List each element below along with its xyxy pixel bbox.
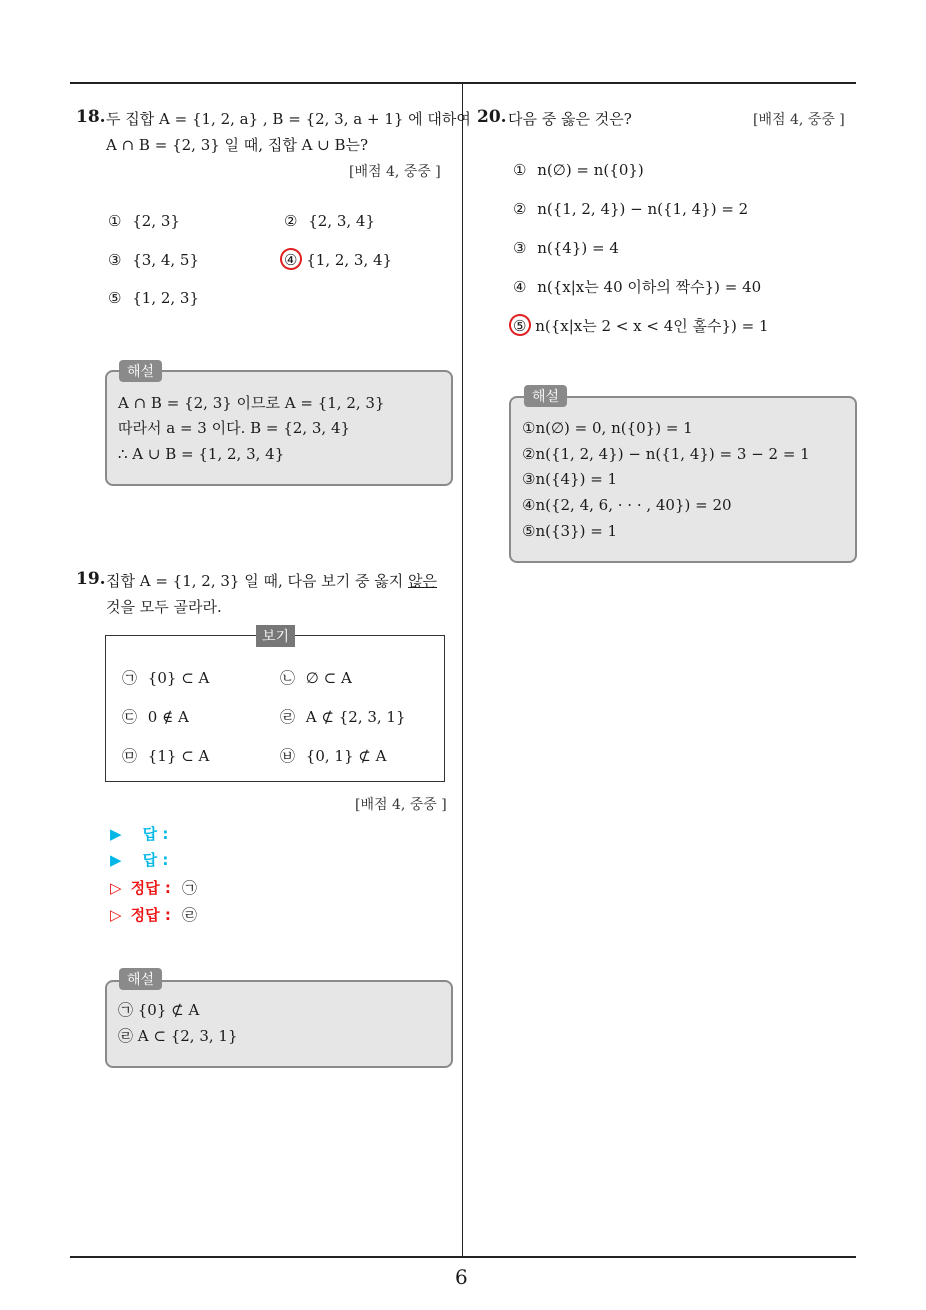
bogi-label: ㉡ <box>280 669 296 687</box>
choice-label: ③ <box>513 239 527 257</box>
q19-answer-row[interactable] <box>110 822 174 847</box>
q19-bogi-tag: 보기 <box>256 625 295 647</box>
choice-text: n({4}) = 4 <box>537 239 619 257</box>
choice-label: ③ <box>108 251 122 269</box>
bogi-text: A ⊄ {2, 3, 1} <box>305 708 406 726</box>
q19-bogi-item <box>280 666 352 691</box>
q18-choice-2[interactable] <box>284 209 375 234</box>
q20-choice-4[interactable] <box>513 275 761 300</box>
q18-choice-1[interactable] <box>108 209 180 234</box>
choice-label: ② <box>284 212 298 230</box>
choice-label: ① <box>108 212 122 230</box>
column-divider <box>462 83 463 1258</box>
q19-bogi-item <box>280 744 386 769</box>
bogi-label: ㉥ <box>280 747 296 765</box>
q18-solution-line2: 따라서 a = 3 이다. B = {2, 3, 4} <box>118 419 351 437</box>
choice-label: ① <box>513 161 527 179</box>
answer-label: 답 : <box>142 851 169 869</box>
choice-label: ⑤ <box>108 289 122 307</box>
q19-bogi-item <box>122 666 209 691</box>
page-number: 6 <box>455 1265 468 1289</box>
q19-stem-line1 <box>106 569 437 594</box>
choice-text: n({1, 2, 4}) − n({1, 4}) = 2 <box>537 200 749 218</box>
q20-choice-3[interactable] <box>513 236 619 261</box>
choice-text: n(∅) = n({0}) <box>537 161 644 179</box>
bogi-text: 0 ∉ A <box>147 708 189 726</box>
q20-score: [배점 4, 중중 ] <box>753 112 845 128</box>
bogi-text: {0, 1} ⊄ A <box>305 747 387 765</box>
q20-solution-line1: ①n(∅) = 0, n({0}) = 1 <box>522 419 693 437</box>
choice-label: ④ <box>284 251 298 269</box>
q19-solution-line2: ㉣ A ⊂ {2, 3, 1} <box>118 1027 238 1045</box>
bogi-text: ∅ ⊂ A <box>305 669 352 687</box>
q18-choice-3[interactable] <box>108 248 199 273</box>
q20-solution-tag: 해설 <box>524 385 567 407</box>
answer-marker-icon: ▶ <box>110 851 122 869</box>
q20-solution-line4: ④n({2, 4, 6, · · · , 40}) = 20 <box>522 496 732 514</box>
bogi-label: ㉤ <box>122 747 138 765</box>
bottom-rule <box>70 1256 856 1258</box>
q18-solution-line1: A ∩ B = {2, 3} 이므로 A = {1, 2, 3} <box>118 394 385 412</box>
q19-solution-line1: ㉠ {0} ⊄ A <box>118 1001 200 1019</box>
q18-stem-line2: A ∩ B = {2, 3} 일 때, 집합 A ∪ B는? <box>106 136 369 154</box>
correct-value: ㉣ <box>181 906 197 924</box>
q19-correct-answer-row <box>110 903 197 928</box>
choice-text: {1, 2, 3, 4} <box>306 251 393 269</box>
q19-correct-answer-row <box>110 876 197 901</box>
choice-label: ⑤ <box>513 317 527 335</box>
q18-solution-tag: 해설 <box>119 360 162 382</box>
q20-stem: 다음 중 옳은 것은? <box>508 110 632 128</box>
correct-label: 정답 : <box>130 879 171 897</box>
q20-solution-line5: ⑤n({3}) = 1 <box>522 522 618 540</box>
bogi-text: {1} ⊂ A <box>147 747 210 765</box>
q19-bogi-item <box>280 705 406 730</box>
correct-marker-icon: ▷ <box>110 879 122 897</box>
choice-text: {3, 4, 5} <box>132 251 200 269</box>
q20-choice-2[interactable] <box>513 197 748 222</box>
bogi-label: ㉢ <box>122 708 138 726</box>
choice-text: {2, 3} <box>132 212 180 230</box>
q20-choice-5[interactable] <box>513 314 769 339</box>
top-rule <box>70 82 856 84</box>
choice-text: {1, 2, 3} <box>132 289 200 307</box>
q18-stem-line1: 두 집합 A = {1, 2, a} , B = {2, 3, a + 1} 에 대하여 <box>106 110 471 128</box>
q20-solution-line3: ③n({4}) = 1 <box>522 470 618 488</box>
q20-choice-1[interactable] <box>513 158 644 183</box>
q18-number: 18. <box>76 107 106 127</box>
correct-value: ㉠ <box>181 879 197 897</box>
bogi-text: {0} ⊂ A <box>147 669 210 687</box>
q20-solution-line2: ②n({1, 2, 4}) − n({1, 4}) = 3 − 2 = 1 <box>522 445 810 463</box>
q19-number: 19. <box>76 569 106 589</box>
q19-stem-underlined: 않은 <box>408 572 438 590</box>
q18-choice-5[interactable] <box>108 286 199 311</box>
q19-answer-row[interactable] <box>110 848 174 873</box>
choice-text: {2, 3, 4} <box>308 212 376 230</box>
q18-solution-line3: ∴ A ∪ B = {1, 2, 3, 4} <box>118 445 285 463</box>
q20-number: 20. <box>477 107 507 127</box>
answer-label: 답 : <box>142 825 169 843</box>
q19-solution-tag: 해설 <box>119 968 162 990</box>
q19-score: [배점 4, 중중 ] <box>355 797 447 813</box>
q19-bogi-item <box>122 744 209 769</box>
q19-stem-line2: 것을 모두 골라라. <box>106 598 222 616</box>
bogi-label: ㉣ <box>280 708 296 726</box>
choice-text: n({x|x는 2 < x < 4인 홀수}) = 1 <box>535 317 769 335</box>
q19-stem-text: 집합 A = {1, 2, 3} 일 때, 다음 보기 중 옳지 <box>106 572 409 590</box>
correct-marker-icon: ▷ <box>110 906 122 924</box>
choice-label: ④ <box>513 278 527 296</box>
choice-label: ② <box>513 200 527 218</box>
correct-label: 정답 : <box>130 906 171 924</box>
choice-text: n({x|x는 40 이하의 짝수}) = 40 <box>537 278 762 296</box>
bogi-label: ㉠ <box>122 669 138 687</box>
q19-bogi-item <box>122 705 189 730</box>
answer-marker-icon: ▶ <box>110 825 122 843</box>
q18-score: [배점 4, 중중 ] <box>349 164 441 180</box>
